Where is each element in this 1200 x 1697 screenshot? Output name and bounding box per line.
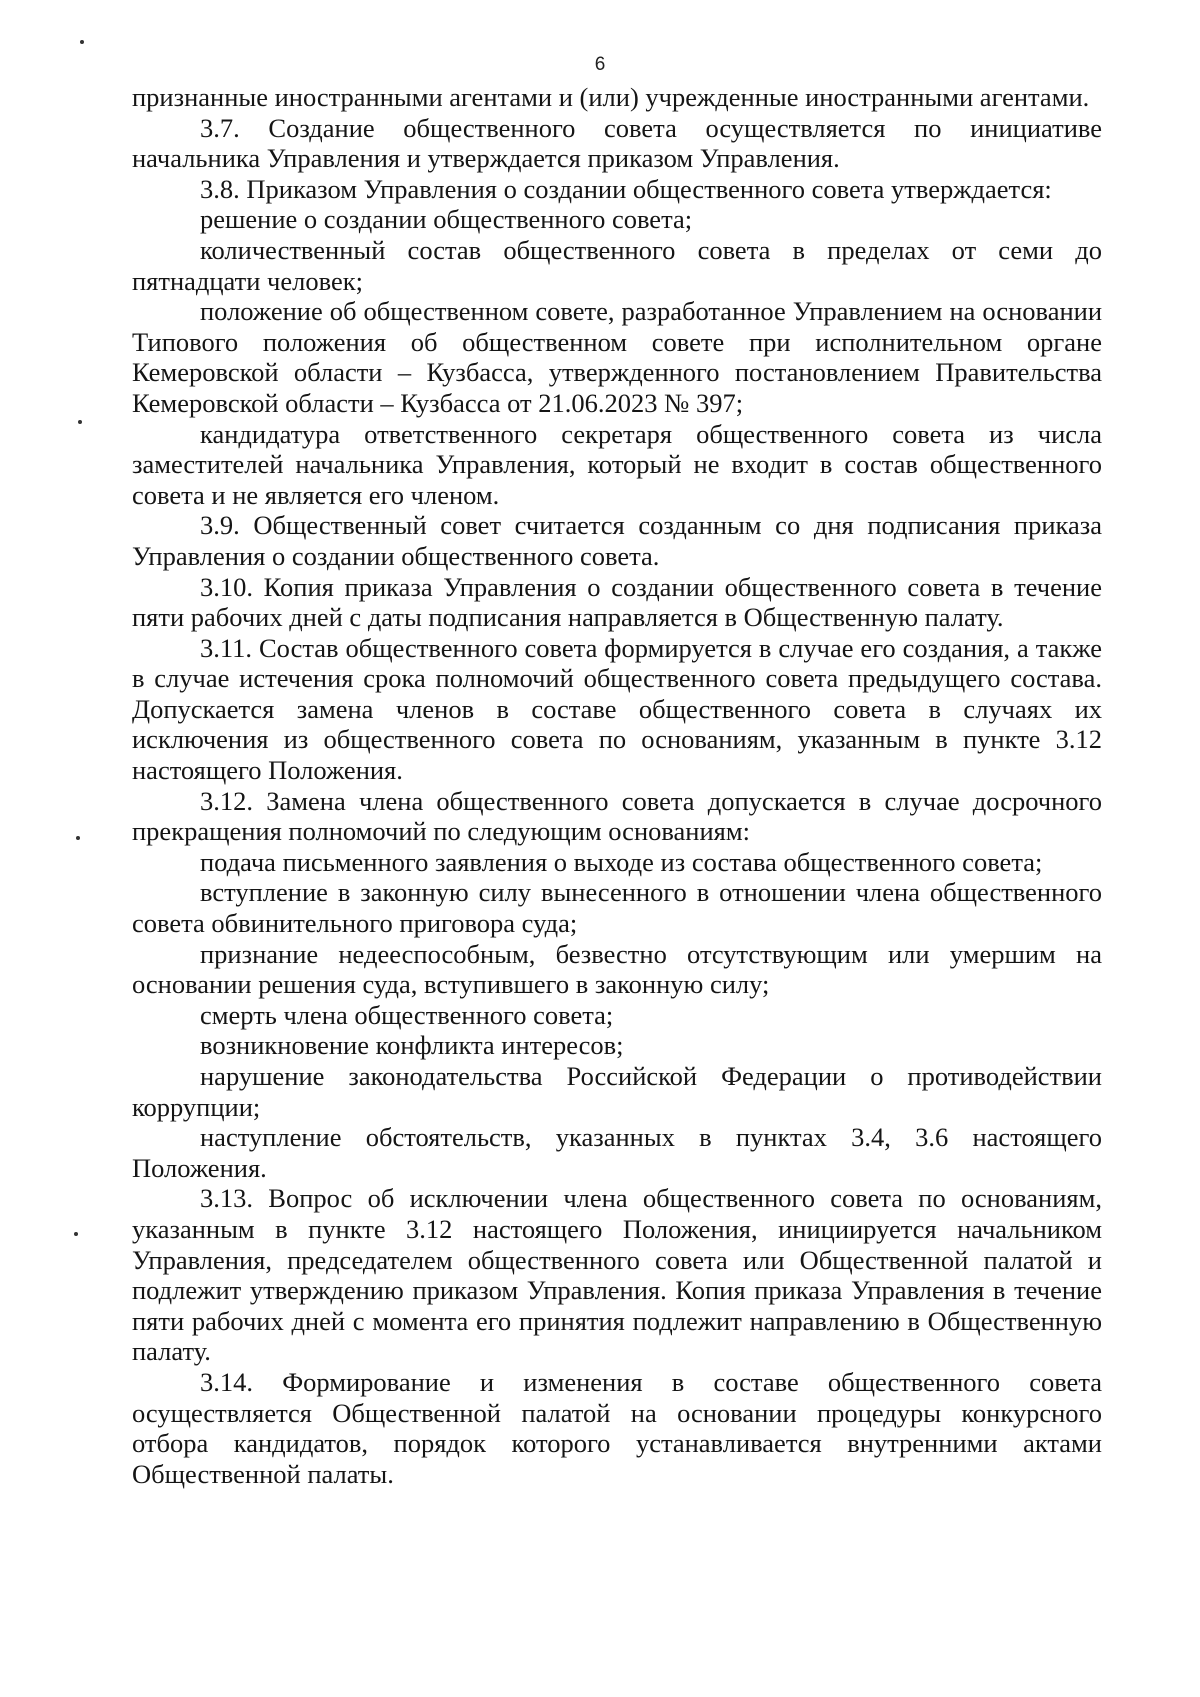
paragraph: 3.9. Общественный совет считается созданным со дня подписания приказа Управления о создании общественного совета.: [132, 510, 1102, 571]
paragraph: 3.14. Формирование и изменения в составе общественного совета осуществляется Общественной палатой на основании процедуры конкурсного отбора кандидатов, порядок которого устанавливается внутренними актами Общественной палаты.: [132, 1366, 1102, 1489]
paragraph: кандидатура ответственного секретаря общественного совета из числа заместителей начальника Управления, который не входит в состав общественного совета и не является его членом.: [132, 418, 1102, 510]
paragraph: подача письменного заявления о выходе из состава общественного совета;: [200, 846, 1043, 877]
paragraph: нарушение законодательства Российской Федерации о противодействии коррупции;: [132, 1061, 1102, 1122]
paragraph: возникновение конфликта интересов;: [200, 1030, 624, 1061]
paragraph: количественный состав общественного совета в пределах от семи до пятнадцати человек;: [132, 234, 1102, 296]
paragraph: 3.8. Приказом Управления о создании общественного совета утверждается:: [200, 173, 1052, 204]
paragraph: 3.11. Состав общественного совета формируется в случае его создания, а также в случае истечения срока полномочий общественного совета предыдущего состава. Допускается замена членов в составе общественного совета в случаях их исключения из общественного совета по основаниям, указанным в пункте 3.12 настоящего Положения.: [132, 632, 1102, 786]
scan-speck: [78, 420, 82, 424]
document-body: [132, 82, 1102, 1489]
paragraph: признание недееспособным, безвестно отсутствующим или умершим на основании решения суда, вступившего в законную силу;: [132, 938, 1102, 1000]
paragraph: решение о создании общественного совета;: [200, 204, 693, 235]
page-number: 6: [594, 54, 606, 75]
paragraph: смерть члена общественного совета;: [200, 999, 614, 1030]
paragraph: 3.12. Замена члена общественного совета допускается в случае досрочного прекращения полномочий по следующим основаниям:: [132, 785, 1102, 847]
scan-speck: [74, 1232, 78, 1236]
paragraph: положение об общественном совете, разработанное Управлением на основании Типового положения об общественном совете при исполнительном органе Кемеровской области – Кузбасса, утвержденного постановлением Правительства Кемеровской области – Кузбасса от 21.06.2023 № 397;: [132, 296, 1102, 418]
paragraph: 3.7. Создание общественного совета осуществляется по инициативе начальника Управления и утверждается приказом Управления.: [132, 112, 1102, 174]
scan-speck: [76, 836, 80, 840]
paragraph: 3.13. Вопрос об исключении члена общественного совета по основаниям, указанным в пункте 3.12 настоящего Положения, инициируется начальником Управления, председателем общественного совета или Общественной палатой и подлежит утверждению приказом Управления. Копия приказа Управления в течение пяти рабочих дней с момента его принятия подлежит направлению в Общественную палату.: [132, 1183, 1102, 1367]
paragraph: 3.10. Копия приказа Управления о создании общественного совета в течение пяти рабочих дней с даты подписания направляется в Общественную палату.: [132, 571, 1102, 633]
paragraph: вступление в законную силу вынесенного в отношении члена общественного совета обвинительного приговора суда;: [132, 877, 1102, 939]
paragraph: наступление обстоятельств, указанных в пунктах 3.4, 3.6 настоящего Положения.: [132, 1122, 1102, 1183]
paragraph: признанные иностранными агентами и (или) учрежденные иностранными агентами.: [132, 82, 1090, 112]
scan-speck: [80, 40, 84, 44]
